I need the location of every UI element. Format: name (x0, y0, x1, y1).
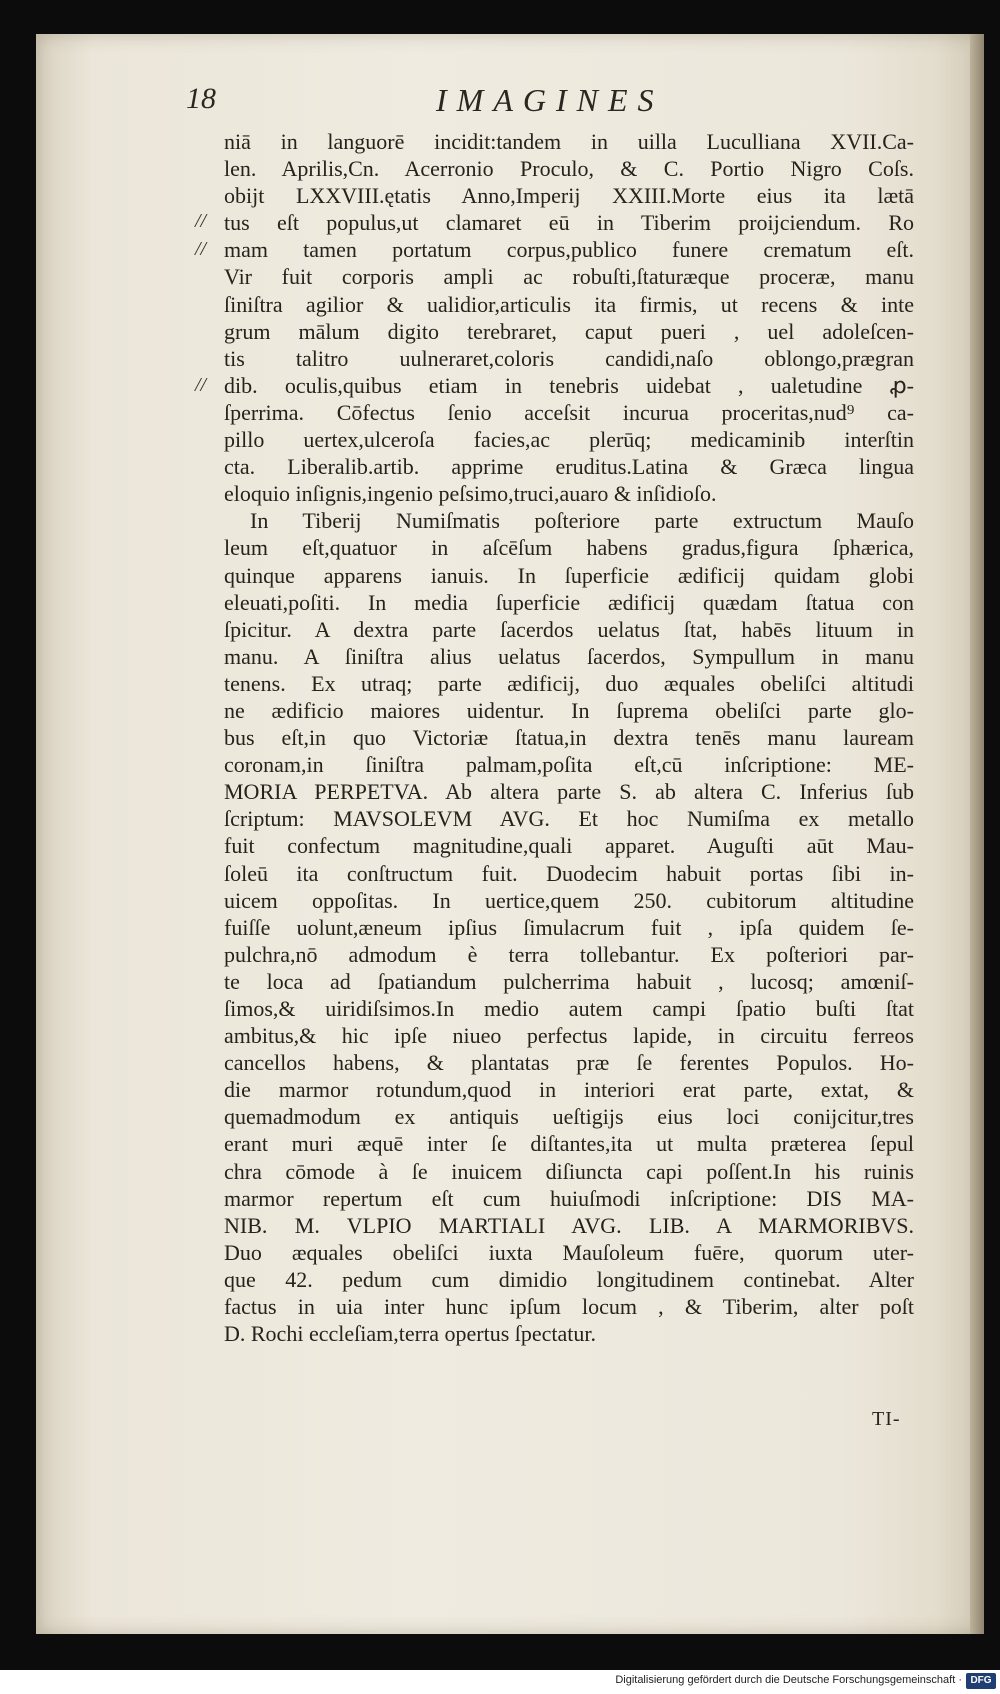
text-line: erant muri æquē inter ſe diſtantes,ita ut multa præterea ſepul (224, 1131, 914, 1157)
text-line: manu. A ſiniſtra alius uelatus ſacerdos, Sympullum in manu (224, 643, 914, 669)
text-line: que 42. pedum cum dimidio longitudinem continebat. Alter (224, 1266, 914, 1292)
text-line: coronam,in ſiniſtra palmam,poſita eſt,cū inſcriptione: ME- (224, 752, 914, 778)
text-line: mam tamen portatum corpus,publico funere crematum eſt. (224, 237, 914, 263)
margin-mark: // (195, 374, 207, 396)
text-line: obijt LXXVIII.ętatis Anno,Imperij XXIII.Morte eius ita lætā (224, 183, 914, 209)
running-head-title: IMAGINES (436, 82, 664, 118)
text-line: eleuati,poſiti. In media ſuperficie ædificij quædam ſtatua con (224, 589, 914, 615)
footer-bar (0, 1670, 1000, 1694)
dfg-logo: DFG (966, 1673, 996, 1689)
running-head (186, 82, 906, 126)
text-line: factus in uia inter hunc ipſum locum , & Tiberim, alter poſt (224, 1294, 914, 1320)
text-line: In Tiberij Numiſmatis poſteriore parte extructum Mauſo (250, 508, 914, 534)
page-number: 18 (186, 82, 216, 115)
text-line: die marmor rotundum,quod in interiori erat parte, extat, & (224, 1077, 914, 1103)
text-line: uicem oppoſitas. In uertice,quem 250. cubitorum altitudine (224, 887, 914, 913)
text-line: Duo æquales obeliſci iuxta Mauſoleum fuēre, quorum uter- (224, 1239, 914, 1265)
text-line: quemadmodum ex antiquis ueſtigijs eius loci conijcitur,tres (224, 1104, 914, 1130)
text-line: ſcriptum: MAVSOLEVM AVG. Et hoc Numiſma ex metallo (224, 806, 914, 832)
text-line: Vir fuit corporis ampli ac robuſti,ſtaturæque proceræ, manu (224, 264, 914, 290)
text-line: grum mālum digito terebraret, caput pueri , uel adoleſcen- (224, 318, 914, 344)
text-line: ſoleū ita conſtructum fuit. Duodecim habuit portas ſibi in- (224, 860, 914, 886)
text-line: quinque apparens ianuis. In ſuperficie ædificij quidam globi (224, 562, 914, 588)
text-line: ne ædificio maiores uidentur. In ſuprema obeliſci parte glo- (224, 697, 914, 723)
text-line: chra cōmode à ſe inuicem diſiuncta capi poſſent.In his ruinis (224, 1158, 914, 1184)
margin-mark: // (195, 210, 207, 232)
text-line: dib. oculis,quibus etiam in tenebris uidebat , ualetudine ꝓ- (224, 372, 914, 398)
text-line: pillo uertex,ulceroſa facies,ac plerūq; medicaminib interſtin (224, 427, 914, 453)
text-line: tenens. Ex utraq; parte ædificij, duo æquales obeliſci altitudi (224, 670, 914, 696)
text-line: pulchra,nō admodum è terra tollebantur. Ex poſteriori par- (224, 941, 914, 967)
text-line: leum eſt,quatuor in aſcēſum habens gradus,figura ſphærica, (224, 535, 914, 561)
margin-mark: // (195, 238, 207, 260)
body-text (224, 128, 914, 1347)
text-line: eloquio inſignis,ingenio peſsimo,truci,auaro & inſidioſo. (224, 481, 717, 507)
funding-credit: Digitalisierung gefördert durch die Deutsche Forschungsgemeinschaft · (615, 1674, 962, 1686)
text-line: fuiſſe uolunt,æneum ipſius ſimulacrum fuit , ipſa quidem ſe- (224, 914, 914, 940)
page-edge (970, 34, 984, 1634)
text-line: D. Rochi eccleſiam,terra opertus ſpectatur. (224, 1321, 597, 1347)
text-line: tis talitro uulneraret,coloris candidi,naſo oblongo,prægran (224, 345, 914, 371)
text-line: ſimos,& uiridiſsimos.In medio autem campi ſpatio buſti ſtat (224, 996, 914, 1021)
text-line: cancellos habens, & plantatas præ ſe ferentes Populos. Ho- (224, 1050, 914, 1076)
text-line: MORIA PERPETVA. Ab altera parte S. ab altera C. Inferius ſub (224, 779, 914, 805)
text-line: ſiniſtra agilior & ualidior,articulis ita firmis, ut recens & inte (224, 291, 914, 317)
text-line: tus eſt populus,ut clamaret eū in Tiberim proijciendum. Ro (224, 210, 914, 236)
text-line: len. Aprilis,Cn. Acerronio Proculo, & C. Portio Nigro Coſs. (224, 156, 914, 182)
text-line: te loca ad ſpatiandum pulcherrima habuit , lucosq; amœniſ- (224, 968, 914, 994)
text-line: cta. Liberalib.artib. apprime eruditus.Latina & Græca lingua (224, 454, 914, 480)
text-line: marmor repertum eſt cum huiuſmodi inſcriptione: DIS MA- (224, 1185, 914, 1211)
text-line: bus eſt,in quo Victoriæ ſtatua,in dextra tenēs manu lauream (224, 725, 914, 751)
text-line: niā in languorē incidit:tandem in uilla Luculliana XVII.Ca- (224, 129, 914, 154)
text-line: NIB. M. VLPIO MARTIALI AVG. LIB. A MARMORIBVS. (224, 1212, 914, 1238)
text-line: ſperrima. Cōfectus ſenio acceſsit incurua proceritas,nud⁹ ca- (224, 399, 914, 425)
catchword: TI- (872, 1408, 901, 1430)
text-line: fuit confectum magnitudine,quali apparet. Auguſti aūt Mau- (224, 833, 914, 859)
text-line: ſpicitur. A dextra parte ſacerdos uelatus ſtat, habēs lituum in (224, 616, 914, 642)
text-line: ambitus,& hic ipſe niueo perfectus lapide, in circuitu ferreos (224, 1023, 914, 1049)
